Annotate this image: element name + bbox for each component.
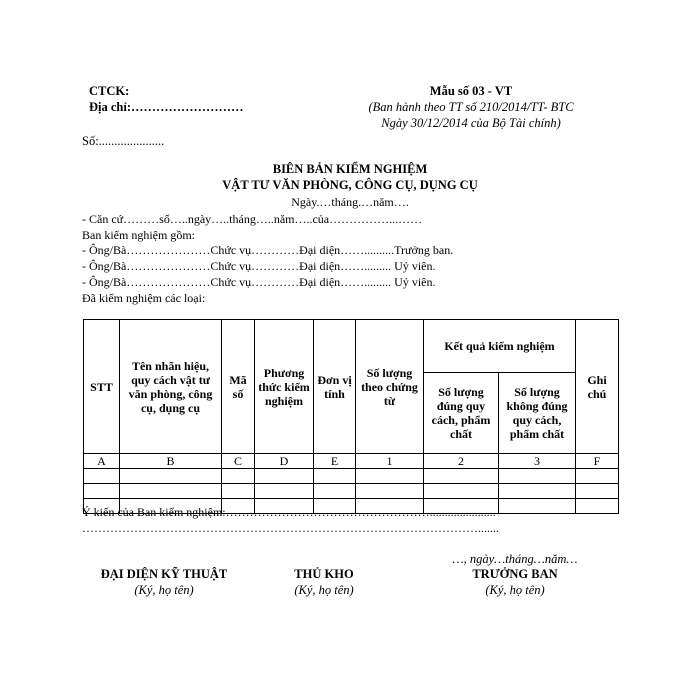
signature-title-technical: ĐẠI DIỆN KỸ THUẬT [100, 567, 228, 581]
inspection-table [83, 319, 619, 514]
column-code: A [84, 454, 120, 469]
basis-line: - Căn cứ………số…..ngày…..tháng…..năm…..của……………...…… [82, 212, 423, 226]
committee-opinion: Ý kiến của Ban kiểm nghiệm:……………………………………………...................... [82, 505, 496, 519]
signature-note: (Ký, họ tên) [294, 583, 354, 597]
column-code: B [120, 454, 222, 469]
company-label: CTCK: [89, 84, 130, 98]
committee-opinion-continued: ………………………………………………………………………………………....... [82, 521, 499, 535]
address-label: Địa chỉ:……………………… [89, 100, 244, 114]
table-row [84, 469, 619, 484]
header-method: Phương thức kiểm nghiệm [255, 320, 314, 454]
committee-member-3: - Ông/Bà…………………Chức vụ…………Đại diện……......... Uỷ viên. [82, 275, 436, 289]
table-row [84, 484, 619, 499]
header-quantity-per-voucher: Số lượng theo chứng từ [356, 320, 424, 454]
header-unit: Đơn vị tính [314, 320, 356, 454]
column-code: 1 [356, 454, 424, 469]
column-code: D [255, 454, 314, 469]
header-item-name: Tên nhãn hiệu, quy cách vật tư văn phòng, công cụ, dụng cụ [120, 320, 222, 454]
signature-title-storekeeper: THỦ KHO [294, 567, 354, 581]
signature-title-head: TRƯỞNG BAN [472, 567, 558, 581]
document-title: BIÊN BẢN KIỂM NGHIỆM [272, 162, 428, 176]
header-qty-conforming: Số lượng đúng quy cách, phẩm chất [424, 373, 499, 454]
signing-date: …, ngày…tháng…năm… [452, 552, 578, 566]
signature-note: (Ký, họ tên) [485, 583, 545, 597]
signature-note: (Ký, họ tên) [134, 583, 194, 597]
column-code: E [314, 454, 356, 469]
form-number: Mẫu số 03 - VT [429, 84, 513, 98]
issued-by-line-1: (Ban hành theo TT số 210/2014/TT- BTC [368, 100, 574, 114]
inspected-items-label: Đã kiểm nghiệm các loại: [82, 291, 206, 305]
header-stt: STT [84, 320, 120, 454]
header-code: Mã số [222, 320, 255, 454]
document-date: Ngày.…tháng.…năm…. [291, 195, 409, 209]
header-note: Ghi chú [576, 320, 619, 454]
committee-member-1: - Ông/Bà…………………Chức vụ…………Đại diện……..........Trưởng ban. [82, 243, 454, 257]
committee-member-2: - Ông/Bà…………………Chức vụ…………Đại diện……......... Uỷ viên. [82, 259, 436, 273]
header-inspection-result: Kết quả kiểm nghiệm [424, 320, 576, 373]
document-number: Số:..................... [82, 134, 165, 148]
committee-label: Ban kiểm nghiệm gồm: [82, 228, 195, 242]
column-code: 3 [499, 454, 576, 469]
document-subtitle: VẬT TƯ VĂN PHÒNG, CÔNG CỤ, DỤNG CỤ [222, 178, 478, 192]
column-code: C [222, 454, 255, 469]
column-code: F [576, 454, 619, 469]
issued-by-line-2: Ngày 30/12/2014 của Bộ Tài chính) [381, 116, 561, 130]
column-code: 2 [424, 454, 499, 469]
header-qty-nonconforming: Số lượng không đúng quy cách, phẩm chất [499, 373, 576, 454]
